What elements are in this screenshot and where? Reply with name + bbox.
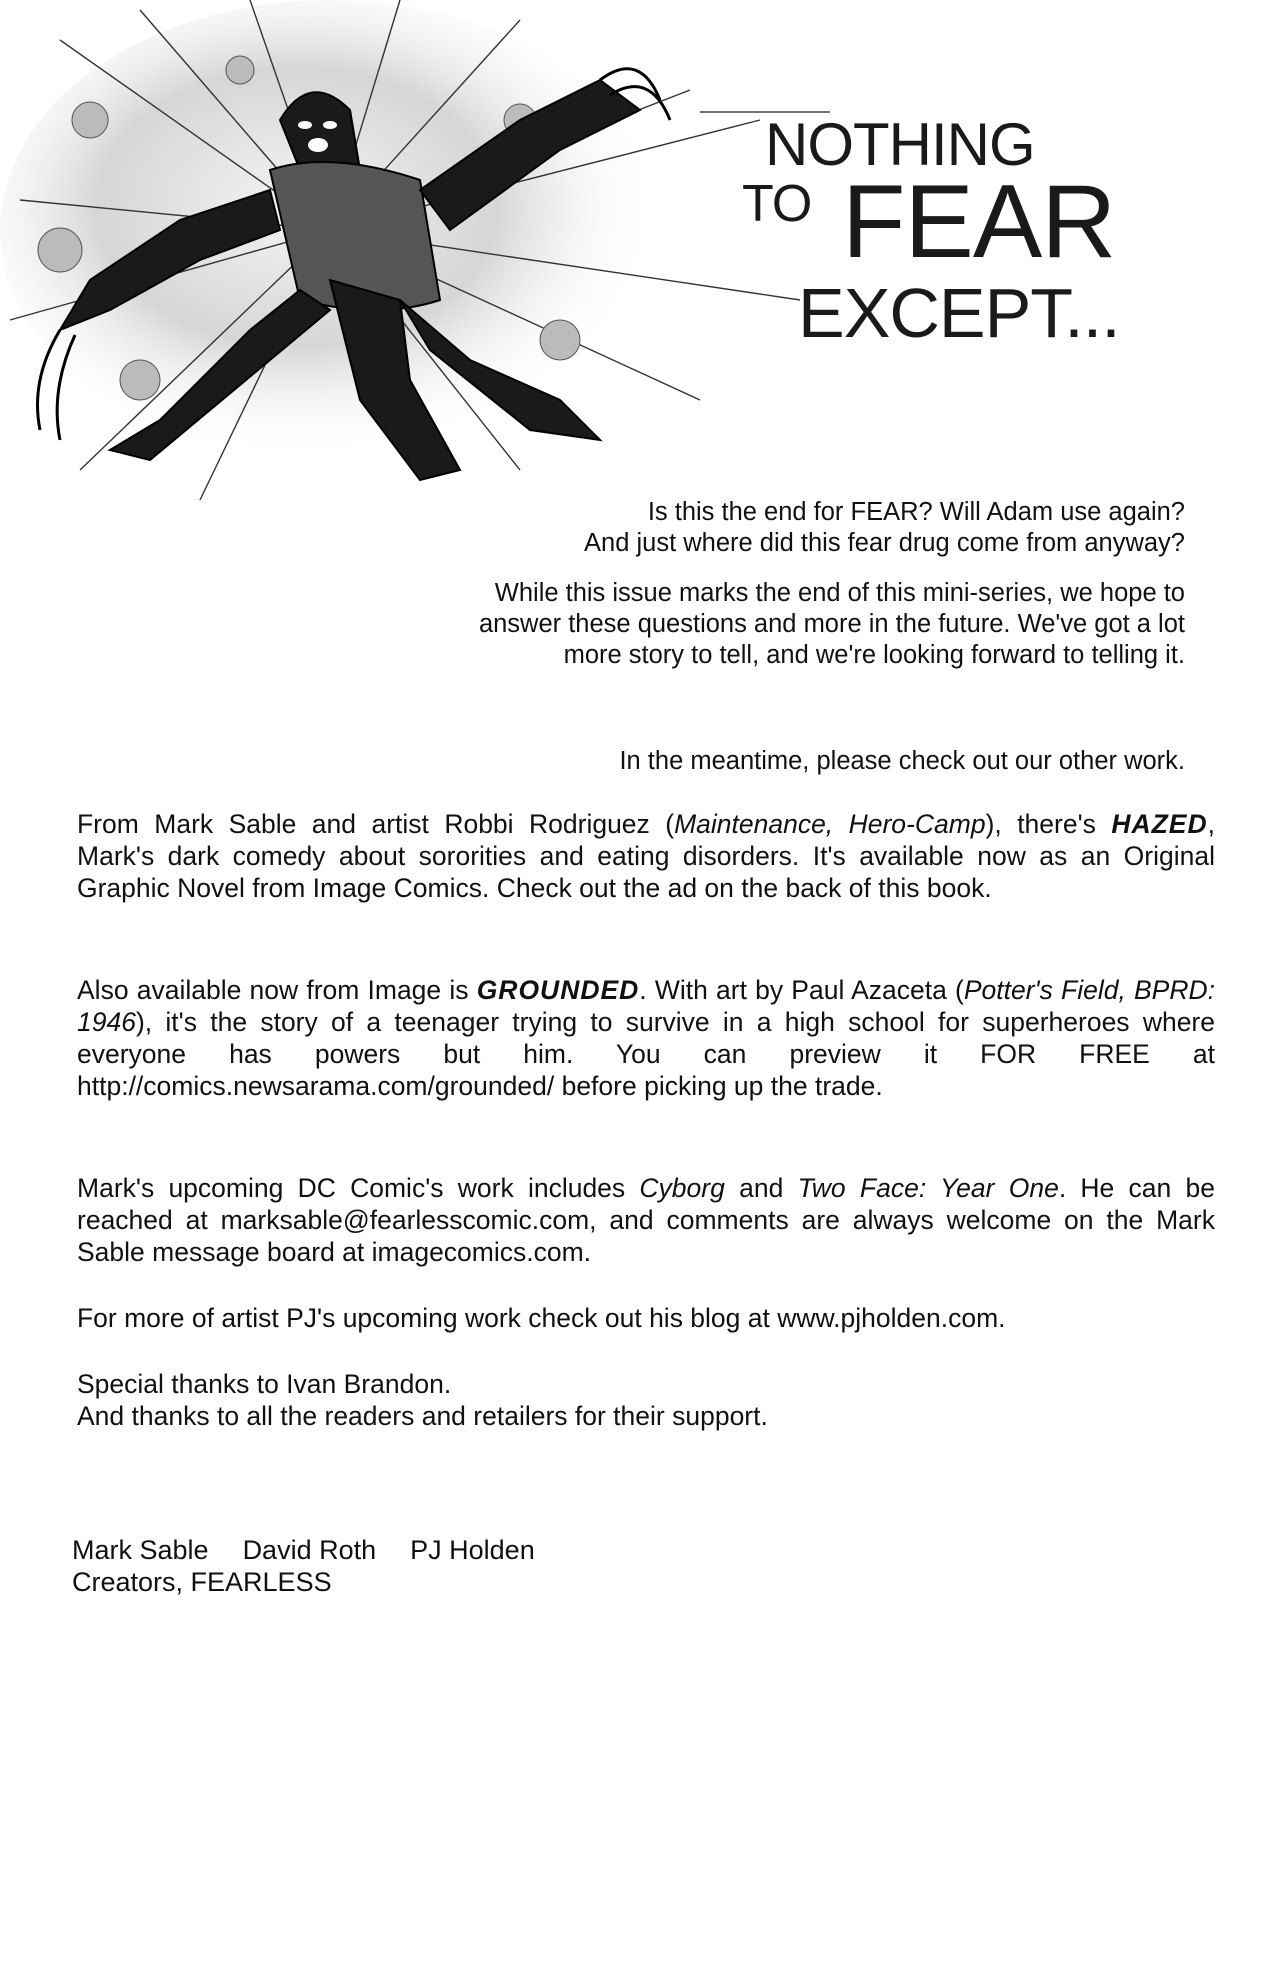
signature-name: David Roth [242,1535,377,1565]
p2-text-a: Also available now from Image is [77,975,477,1005]
p1-text-c: , Mark's dark comedy about sororities and eating disorders. It's available now as an Original Graphic Novel from Image Comics. Check out the ad on the back of this book. [77,809,1215,903]
title-except: EXCEPT... [798,274,1120,352]
thanks-line-1: Special thanks to Ivan Brandon. [77,1369,452,1399]
title-fear: FEAR [842,164,1116,280]
signature-block [72,1534,569,1598]
two-face-title: Two Face: Year One [797,1173,1059,1203]
p1-works: Maintenance, Hero-Camp [674,809,986,839]
p2-text-c: ), it's the story of a teenager trying to survive in a high school for superheroes where everyone has powers but him. You can preview it FOR FREE at http://comics.newsarama.com/grounded/ before picking up the trade. [77,1007,1215,1101]
intro-statement-line-3: more story to tell, and we're looking forward to telling it. [563,641,1185,669]
p1-text-a: From Mark Sable and artist Robbi Rodriguez ( [77,809,675,839]
intro-statement-line-2: answer these questions and more in the future. We've got a lot [478,610,1185,638]
intro-statement-line-1: While this issue marks the end of this mini-series, we hope to [494,579,1185,607]
title-nothing: NOTHING [765,111,1035,178]
signature-role: Creators, FEARLESS [72,1567,332,1597]
p2-works: Potter's Field, BPRD: 1946 [77,975,1215,1037]
cyborg-title: Cyborg [639,1173,725,1203]
p1-text-b: ), there's [985,809,1112,839]
title-to: TO [742,175,812,233]
thanks-line-2: And thanks to all the readers and retailers for their support. [77,1401,768,1431]
intro-questions [584,497,1185,559]
paragraph-grounded [77,974,1215,1102]
intro-statement [479,578,1185,671]
intro-question-1: Is this the end for FEAR? Will Adam use again? [647,498,1185,526]
paragraph-thanks [77,1368,1215,1432]
p3-text-a: Mark's upcoming DC Comic's work includes [77,1173,640,1203]
paragraph-hazed [77,808,1215,904]
intro-meantime: In the meantime, please check out our other work. [619,747,1185,775]
paragraph-dc-work [77,1172,1215,1268]
signature-names [72,1534,569,1566]
paragraph-pj-blog: For more of artist PJ's upcoming work check out his blog at www.pjholden.com. [77,1303,1006,1333]
signature-name: Mark Sable [72,1535,209,1565]
grounded-title: GROUNDED [476,975,640,1005]
fear-character-illustration [0,0,830,510]
hazed-title: HAZED [1111,809,1208,839]
signature-name: PJ Holden [410,1535,535,1565]
p3-text-b: . He can be reached at marksable@fearlesscomic.com, and comments are always welcome on the Mark Sable message board at imagecomics.com. [77,1173,1215,1267]
intro-question-2: And just where did this fear drug come from anyway? [584,529,1185,557]
p2-text-b: . With art by Paul Azaceta ( [639,975,964,1005]
p3-and: and [724,1173,798,1203]
